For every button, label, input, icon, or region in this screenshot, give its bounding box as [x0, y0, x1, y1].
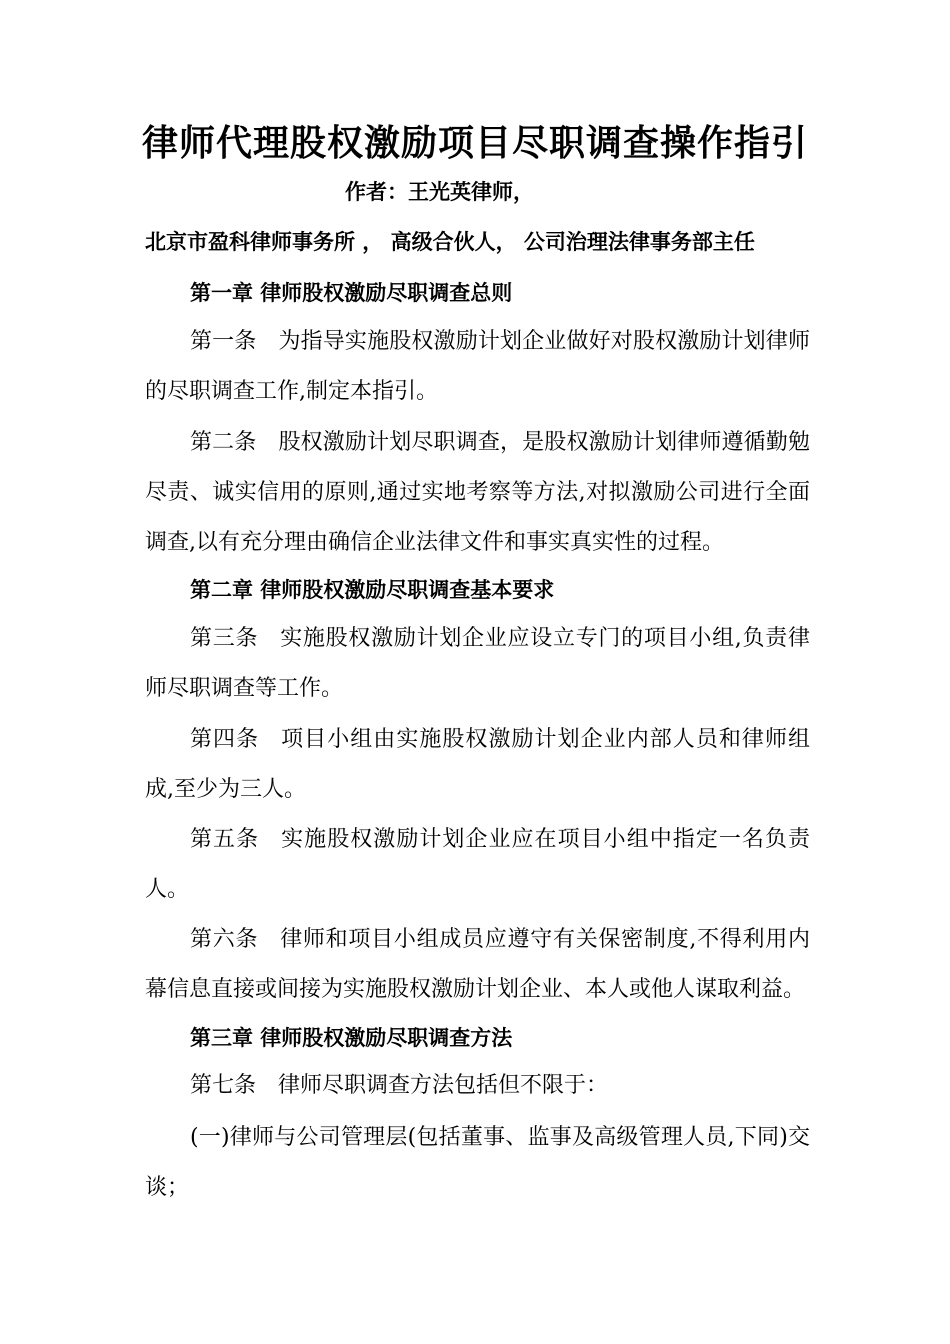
article-label: 第六条	[190, 927, 259, 952]
document-title: 律师代理股权激励项目尽职调查操作指引	[141, 122, 808, 164]
article-paragraph	[145, 614, 810, 714]
list-item-paragraph: (一)律师与公司管理层(包括董事、监事及高级管理人员,下同)交谈；	[145, 1125, 810, 1200]
affiliation-line: 北京市盈科律师事务所 ， 高级合伙人， 公司治理法律事务部主任	[145, 229, 755, 254]
article-text: 项目小组由实施股权激励计划企业内部人员和律师组成,至少为三人。	[145, 727, 810, 802]
article-label: 第二条	[190, 430, 257, 455]
article-paragraph	[145, 1061, 810, 1111]
article-text: 实施股权激励计划企业应在项目小组中指定一名负责人。	[145, 827, 810, 902]
article-label: 第四条	[190, 727, 260, 752]
article-label: 第三条	[190, 626, 259, 651]
article-paragraph	[145, 418, 810, 568]
article-text: 为指导实施股权激励计划企业做好对股权激励计划律师的尽职调查工作,制定本指引。	[145, 329, 810, 404]
article-text: 律师和项目小组成员应遵守有关保密制度,不得利用内幕信息直接或间接为实施股权激励计划企业、本人或他人谋取利益。	[145, 927, 810, 1002]
author-line: 作者：王光英律师，	[345, 179, 534, 204]
article-label: 第一条	[190, 329, 257, 354]
article-paragraph	[145, 715, 810, 815]
chapter-heading: 第二章 律师股权激励尽职调查基本要求	[190, 577, 555, 602]
article-text: 实施股权激励计划企业应设立专门的项目小组,负责律师尽职调查等工作。	[145, 626, 810, 701]
article-label: 第七条	[190, 1073, 257, 1098]
article-label: 第五条	[190, 827, 260, 852]
article-paragraph	[145, 915, 810, 1015]
article-paragraph	[145, 317, 810, 417]
chapter-heading: 第一章 律师股权激励尽职调查总则	[190, 280, 513, 305]
article-paragraph	[145, 815, 810, 915]
chapter-heading: 第三章 律师股权激励尽职调查方法	[190, 1025, 513, 1050]
article-text: 股权激励计划尽职调查，是股权激励计划律师遵循勤勉尽责、诚实信用的原则,通过实地考察等方法,对拟激励公司进行全面调查,以有充分理由确信企业法律文件和事实真实性的过程。	[145, 430, 810, 555]
article-text: 律师尽职调查方法包括但不限于：	[278, 1073, 609, 1098]
